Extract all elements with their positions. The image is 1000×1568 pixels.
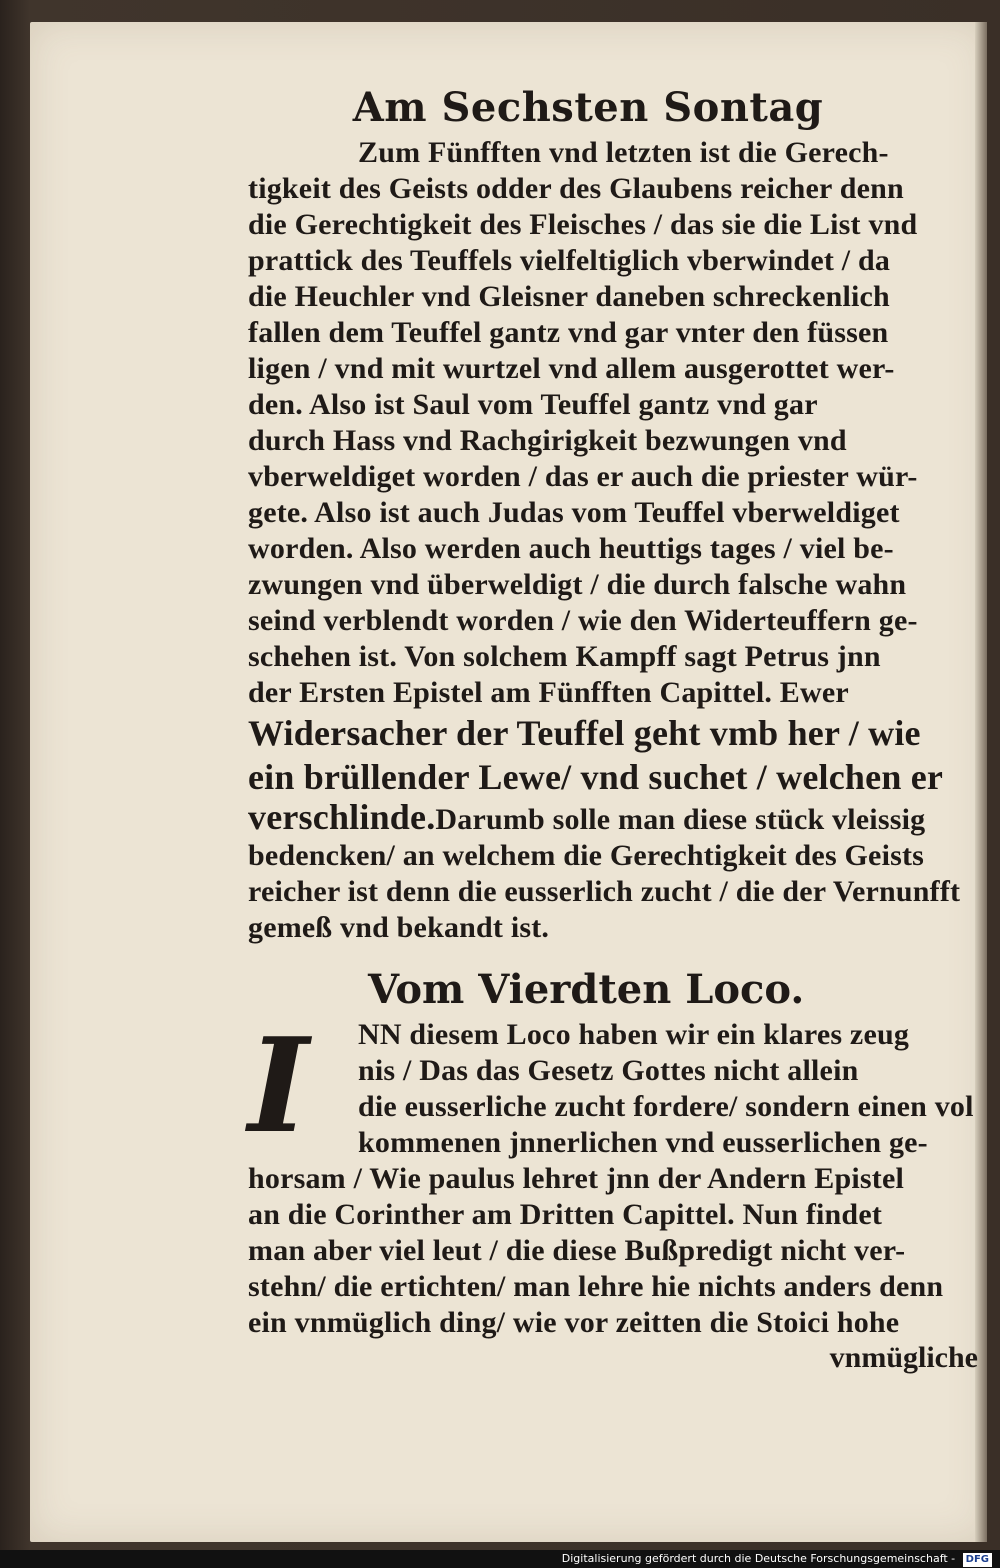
text-line: an die Corinther am Dritten Capittel. Nun findet (248, 1198, 883, 1231)
text-line: horsam / Wie paulus lehret jnn der Andern Epistel (248, 1162, 905, 1195)
text-line (248, 799, 988, 838)
text-line: NN diesem Loco haben wir ein klares zeug (358, 1018, 910, 1051)
quote-line: Widersacher der Teuffel geht vmb her / wie (248, 713, 921, 753)
text-line: man aber viel leut / die diese Bußpredigt nicht ver- (248, 1234, 906, 1267)
credit-text: Digitalisierung gefördert durch die Deutsche Forschungsgemeinschaft - (561, 1552, 956, 1565)
text-line: reicher ist denn die eusserlich zucht / die der Vernunfft (248, 875, 961, 908)
text-line: worden. Also werden auch heuttigs tages / viel be- (248, 532, 894, 565)
text-block (248, 84, 988, 1375)
quote-line-end: verschlinde. (248, 797, 436, 837)
section-heading: Vom Vierdten Loco. (368, 966, 805, 1013)
text-line: tigkeit des Geists odder des Glaubens reicher denn (248, 172, 904, 205)
text-line: zwungen vnd überweldigt / die durch falsche wahn (248, 568, 907, 601)
dfg-logo: DFG (963, 1553, 992, 1567)
text-line: fallen dem Teuffel gantz vnd gar vnter den füssen (248, 316, 889, 349)
text-line: prattick des Teuffels vielfeltiglich vberwindet / da (248, 244, 891, 277)
paragraph-1 (248, 135, 988, 946)
text-line: die eusserliche zucht fordere/ sondern einen vol (358, 1090, 974, 1123)
text-line: stehn/ die ertichten/ man lehre hie nichts anders denn (248, 1270, 944, 1303)
text-line: schehen ist. Von solchem Kampff sagt Petrus jnn (248, 640, 881, 673)
text-line: kommenen jnnerlichen vnd eusserlichen ge- (358, 1126, 928, 1159)
text-line: seind verblendt worden / wie den Widerteuffern ge- (248, 604, 918, 637)
text-line: die Heuchler vnd Gleisner daneben schreckenlich (248, 280, 890, 313)
text-line: der Ersten Epistel am Fünfften Capittel. Ewer (248, 676, 849, 709)
text-line: Zum Fünfften vnd letzten ist die Gerech- (358, 136, 889, 169)
text-line: bedencken/ an welchem die Gerechtigkeit des Geists (248, 839, 925, 872)
dropcap-lines (248, 1009, 988, 1162)
quote-tail: Darumb solle man diese stück vleissig (435, 803, 926, 836)
catchword: vnmügliche (829, 1341, 978, 1374)
text-line: die Gerechtigkeit des Fleisches / das sie die List vnd (248, 208, 918, 241)
text-line: vberweldiget worden / das er auch die priester wür- (248, 460, 918, 493)
running-head: Am Sechsten Sontag (352, 84, 824, 131)
text-line: gemeß vnd bekandt ist. (248, 911, 550, 944)
digitization-credit (0, 1550, 1000, 1568)
paragraph-2 (248, 1009, 988, 1341)
book-page (30, 22, 987, 1542)
text-line: ligen / vnd mit wurtzel vnd allem ausgerottet wer- (248, 352, 895, 385)
decorated-initial: I (248, 1009, 309, 1162)
quote-line: ein brüllender Lewe/ vnd suchet / welchen er (248, 757, 944, 797)
text-line: nis / Das das Gesetz Gottes nicht allein (358, 1054, 859, 1087)
text-line: gete. Also ist auch Judas vom Teuffel vberweldiget (248, 496, 900, 529)
text-line: durch Hass vnd Rachgirigkeit bezwungen vnd (248, 424, 847, 457)
text-line: ein vnmüglich ding/ wie vor zeitten die Stoici hohe (248, 1306, 900, 1339)
text-line: den. Also ist Saul vom Teuffel gantz vnd gar (248, 388, 818, 421)
